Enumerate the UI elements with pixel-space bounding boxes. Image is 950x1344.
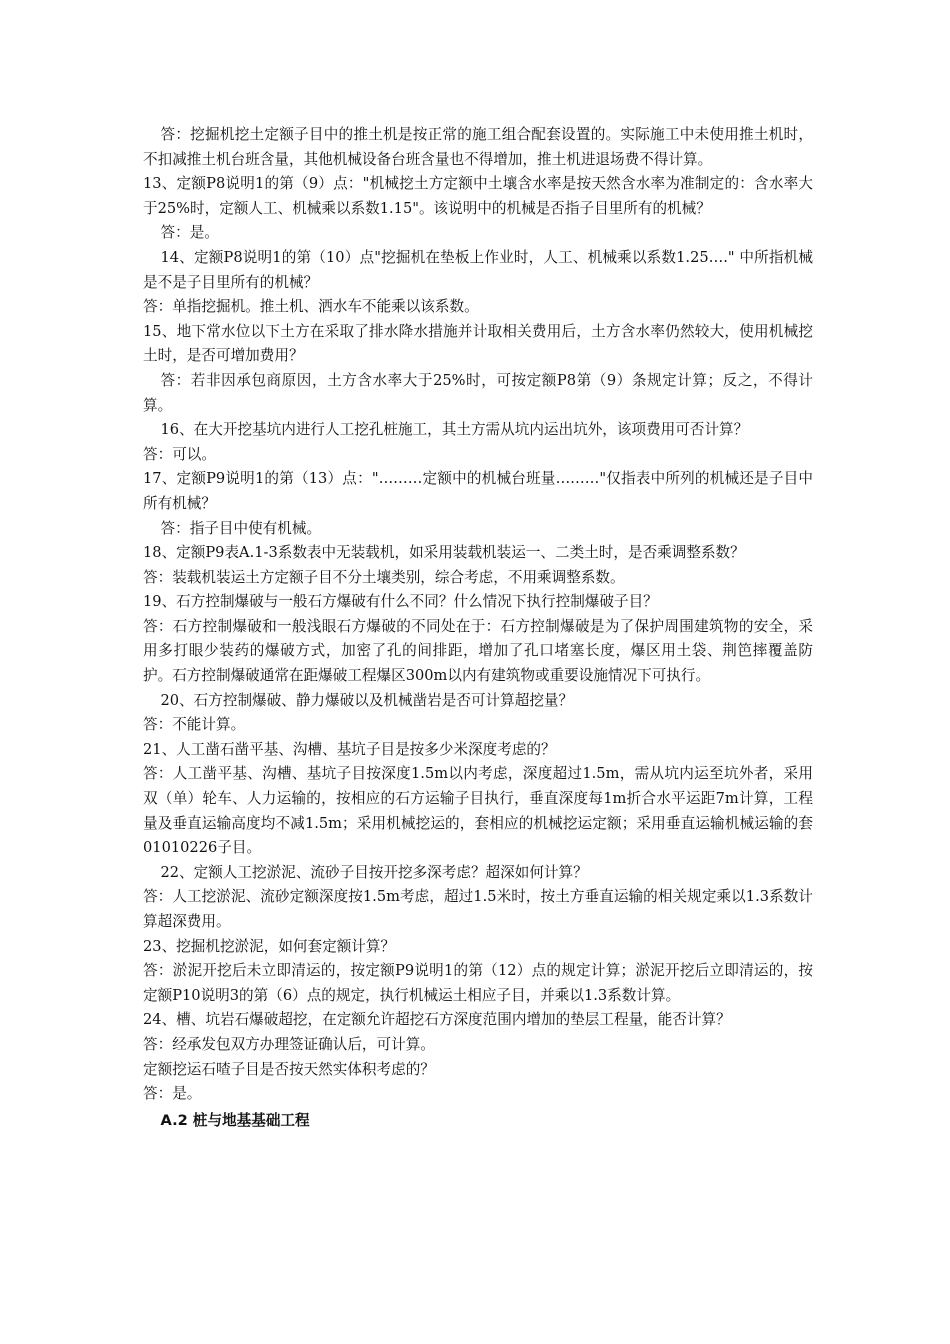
paragraph-question-20: 20、石方控制爆破、静力爆破以及机械凿岩是否可计算超挖量？ bbox=[160, 691, 574, 709]
paragraph-answer-18: 答：装载机装运土方定额子目不分土壤类别，综合考虑，不用乘调整系数。 bbox=[143, 568, 625, 586]
paragraph-question-22: 22、定额人工挖淤泥、流砂子目按开挖多深考虑？超深如何计算？ bbox=[160, 863, 588, 881]
paragraph-answer-12: 答：挖掘机挖土定额子目中的推土机是按正常的施工组合配套设置的。实际施工中未使用推土机时，不扣减推土机台班含量，其他机械设备台班含量也不得增加，推土机进退场费不得计算。 bbox=[143, 126, 813, 168]
paragraph-question-15: 15、地下常水位以下土方在采取了排水降水措施并计取相关费用后，土方含水率仍然较大，使用机械挖土时，是否可增加费用？ bbox=[143, 322, 813, 365]
paragraph-answer-19: 答：石方控制爆破和一般浅眼石方爆破的不同处在于：石方控制爆破是为了保护周围建筑物的安全，采用多打眼少装药的爆破方式，加密了孔的间排距，增加了孔口堵塞长度，爆区用土袋、荆笆摔覆盖防护。石方控制爆破通常在距爆破工程爆区300m以内有建筑物或重要设施情况下可执行。 bbox=[143, 617, 813, 685]
paragraph-answer-15: 答：若非因承包商原因，土方含水率大于25%时，可按定额P8第（9）条规定计算；反之，不得计算。 bbox=[143, 371, 813, 414]
paragraph-question-17: 17、定额P9说明1的第（13）点："………定额中的机械台班量………"仅指表中所列的机械还是子目中所有机械？ bbox=[143, 470, 813, 512]
paragraph-answer-22: 答：人工挖淤泥、流砂定额深度按1.5m考虑，超过1.5米时，按土方垂直运输的相关规定乘以1.3系数计算超深费用。 bbox=[143, 888, 813, 930]
section-heading: A.2 桩与地基基础工程 bbox=[160, 1111, 310, 1129]
paragraph-question-18: 18、定额P9表A.1-3系数表中无装载机，如采用装载机装运一、二类土时，是否乘调整系数？ bbox=[143, 544, 745, 562]
paragraph-question-24: 24、槽、坑岩石爆破超挖，在定额允许超挖石方深度范围内增加的垫层工程量，能否计算？ bbox=[143, 1011, 731, 1029]
paragraph-answer-20: 答：不能计算。 bbox=[143, 716, 246, 734]
paragraph-question-19: 19、石方控制爆破与一般石方爆破有什么不同？什么情况下执行控制爆破子目？ bbox=[143, 593, 658, 611]
paragraph-answer-21: 答：人工凿平基、沟槽、基坑子目按深度1.5m以内考虑，深度超过1.5m，需从坑内运至坑外者，采用双（单）轮车、人力运输的，按相应的石方运输子目执行，垂直深度每1m折合水平运距7m计算，工程量及垂直运输高度均不减1.5m；采用机械挖运的，套相应的机械挖运定额；采用垂直运输机械运输的套01010226子目。 bbox=[143, 765, 813, 857]
document-body bbox=[143, 123, 813, 1133]
paragraph-question-23: 23、挖掘机挖淤泥，如何套定额计算？ bbox=[143, 937, 396, 955]
paragraph-question-13: 13、定额P8说明1的第（9）点："机械挖土方定额中土壤含水率是按天然含水率为准制定的：含水率大于25%时，定额人工、机械乘以系数1.15"。该说明中的机械是否指子目里所有的机械？ bbox=[143, 175, 813, 217]
paragraph-answer-14: 答：单指挖掘机。推土机、洒水车不能乘以该系数。 bbox=[143, 298, 479, 316]
paragraph-answer-25: 答：是。 bbox=[143, 1085, 202, 1103]
paragraph-question-25: 定额挖运石喳子目是否按天然实体积考虑的？ bbox=[143, 1060, 435, 1078]
paragraph-answer-16: 答：可以。 bbox=[143, 445, 216, 463]
paragraph-answer-13: 答：是。 bbox=[160, 224, 219, 242]
paragraph-question-21: 21、人工凿石凿平基、沟槽、基坑子目是按多少米深度考虑的？ bbox=[143, 740, 556, 758]
paragraph-question-16: 16、在大开挖基坑内进行人工挖孔桩施工，其土方需从坑内运出坑外，该项费用可否计算？ bbox=[160, 421, 749, 439]
paragraph-answer-17: 答：指子目中使有机械。 bbox=[160, 519, 322, 537]
paragraph-answer-24: 答：经承发包双方办理签证确认后，可计算。 bbox=[143, 1035, 435, 1053]
paragraph-question-14: 14、定额P8说明1的第（10）点"挖掘机在垫板上作业时，人工、机械乘以系数1.25…." 中所指机械是不是子目里所有的机械？ bbox=[143, 248, 813, 291]
paragraph-answer-23: 答：淤泥开挖后未立即清运的，按定额P9说明1的第（12）点的规定计算；淤泥开挖后立即清运的，按定额P10说明3的第（6）点的规定，执行机械运土相应子目，并乘以1.3系数计算。 bbox=[143, 962, 813, 1004]
